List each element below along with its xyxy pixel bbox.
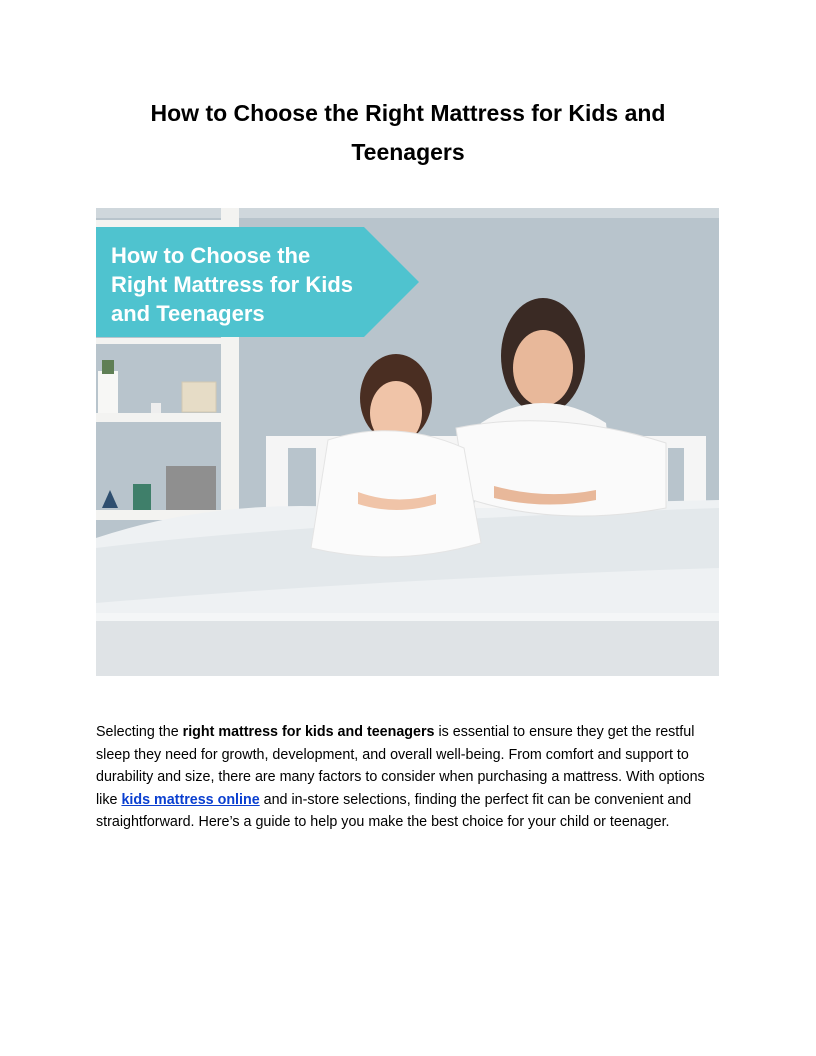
document-title: How to Choose the Right Mattress for Kids and Teenagers [150,100,666,165]
banner-text [111,241,401,328]
intro-text: is essential to ensure they get the restful sleep they need for growth, development, and overall well-being. From comfort and support to durability and size, there are many factors to consider when purchasing a mattress. With options like [96,724,705,808]
intro-text: and in-store selections, finding the perfect fit can be convenient and straightforward. Here’s a guide to help you make the best choice for your child or teenager. [96,791,692,831]
intro-text: Selecting the [96,724,183,740]
hero-image [96,208,719,676]
intro-bold-phrase: right mattress for kids and teenagers [182,724,435,740]
intro-paragraph [96,721,720,834]
banner-line: How to Choose the [111,243,311,268]
banner-line: Right Mattress for Kids [111,272,354,297]
kids-mattress-link[interactable]: kids mattress online [121,791,260,808]
banner-line: and Teenagers [111,301,265,326]
